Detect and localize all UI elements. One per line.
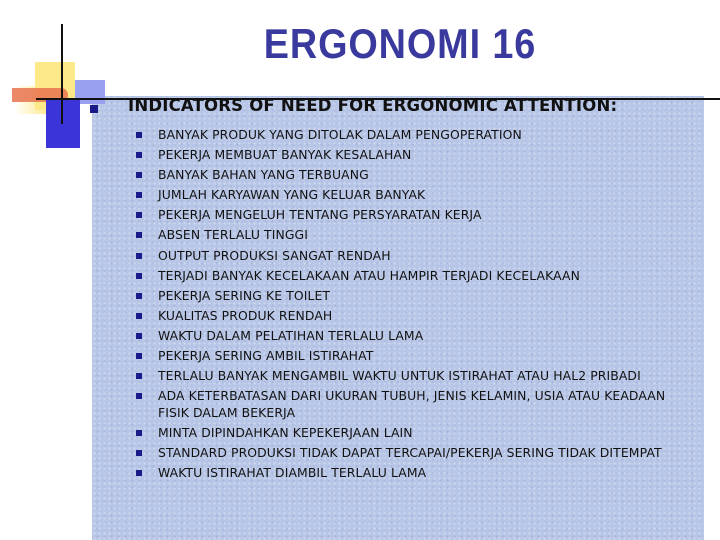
list-item (136, 147, 696, 164)
decorative-vertical-line (61, 24, 63, 124)
list-item-text: TERJADI BANYAK KECELAKAAN ATAU HAMPIR TERJADI KECELAKAAN (158, 267, 580, 283)
square-bullet-icon (136, 212, 142, 218)
list-item (136, 187, 696, 204)
list-item (136, 167, 696, 184)
list-item-text: BANYAK PRODUK YANG DITOLAK DALAM PENGOPERATION (158, 127, 522, 142)
list-item-text: PEKERJA MEMBUAT BANYAK KESALAHAN (158, 147, 412, 163)
square-bullet-icon (136, 430, 142, 436)
list-item (136, 207, 696, 224)
square-bullet-icon (136, 450, 142, 456)
list-item-text: KUALITAS PRODUK RENDAH (158, 307, 333, 323)
square-bullet-icon (136, 470, 142, 476)
square-bullet-icon (136, 393, 142, 399)
square-bullet-icon (136, 313, 142, 319)
list-item (136, 328, 696, 345)
list-item (136, 288, 696, 305)
list-item (136, 445, 696, 462)
list-item (136, 348, 696, 365)
square-bullet-icon (136, 192, 142, 198)
list-item-text: BANYAK BAHAN YANG TERBUANG (158, 167, 369, 183)
list-item-text: TERLALU BANYAK MENGAMBIL WAKTU UNTUK ISTIRAHAT ATAU HAL2 PRIBADI (158, 368, 641, 384)
slide-title: ERGONOMI 16 (263, 20, 537, 67)
list-item-text: OUTPUT PRODUKSI SANGAT RENDAH (158, 247, 391, 263)
list-item (136, 268, 696, 285)
square-bullet-icon (136, 293, 142, 299)
list-item (136, 127, 696, 144)
list-item (136, 388, 696, 421)
list-item (136, 227, 696, 244)
list-item (136, 465, 696, 482)
list-item (136, 368, 696, 385)
list-item-text: STANDARD PRODUKSI TIDAK DAPAT TERCAPAI/PEKERJA SERING TIDAK DITEMPAT (158, 444, 662, 460)
section-heading: INDICATORS OF NEED FOR ERGONOMIC ATTENTION: (128, 96, 618, 115)
list-item-text: JUMLAH KARYAWAN YANG KELUAR BANYAK (158, 187, 426, 203)
square-bullet-icon (136, 373, 142, 379)
list-item (136, 308, 696, 325)
list-item (136, 425, 696, 442)
list-item-text: ADA KETERBATASAN DARI UKURAN TUBUH, JENIS KELAMIN, USIA ATAU KEADAAN FISIK DALAM BEKERJA (158, 388, 666, 420)
list-item-text: WAKTU DALAM PELATIHAN TERLALU LAMA (158, 327, 424, 343)
list-item-text: WAKTU ISTIRAHAT DIAMBIL TERLALU LAMA (158, 465, 427, 480)
square-bullet-icon (136, 152, 142, 158)
square-bullet-icon (136, 273, 142, 279)
list-item-text: ABSEN TERLALU TINGGI (158, 227, 308, 243)
list-item-text: PEKERJA MENGELUH TENTANG PERSYARATAN KERJA (158, 207, 482, 223)
square-bullet-icon (136, 172, 142, 178)
square-bullet-icon (136, 333, 142, 339)
square-bullet-icon (136, 132, 142, 138)
list-item-text: MINTA DIPINDAHKAN KEPEKERJAAN LAIN (158, 424, 413, 440)
square-bullet-icon (90, 105, 98, 113)
square-bullet-icon (136, 232, 142, 238)
square-bullet-icon (136, 353, 142, 359)
indicator-list (136, 127, 696, 485)
list-item-text: PEKERJA SERING KE TOILET (158, 287, 331, 303)
list-item-text: PEKERJA SERING AMBIL ISTIRAHAT (158, 348, 374, 364)
square-bullet-icon (136, 253, 142, 259)
decorative-blue-block (46, 100, 80, 148)
list-item (136, 248, 696, 265)
